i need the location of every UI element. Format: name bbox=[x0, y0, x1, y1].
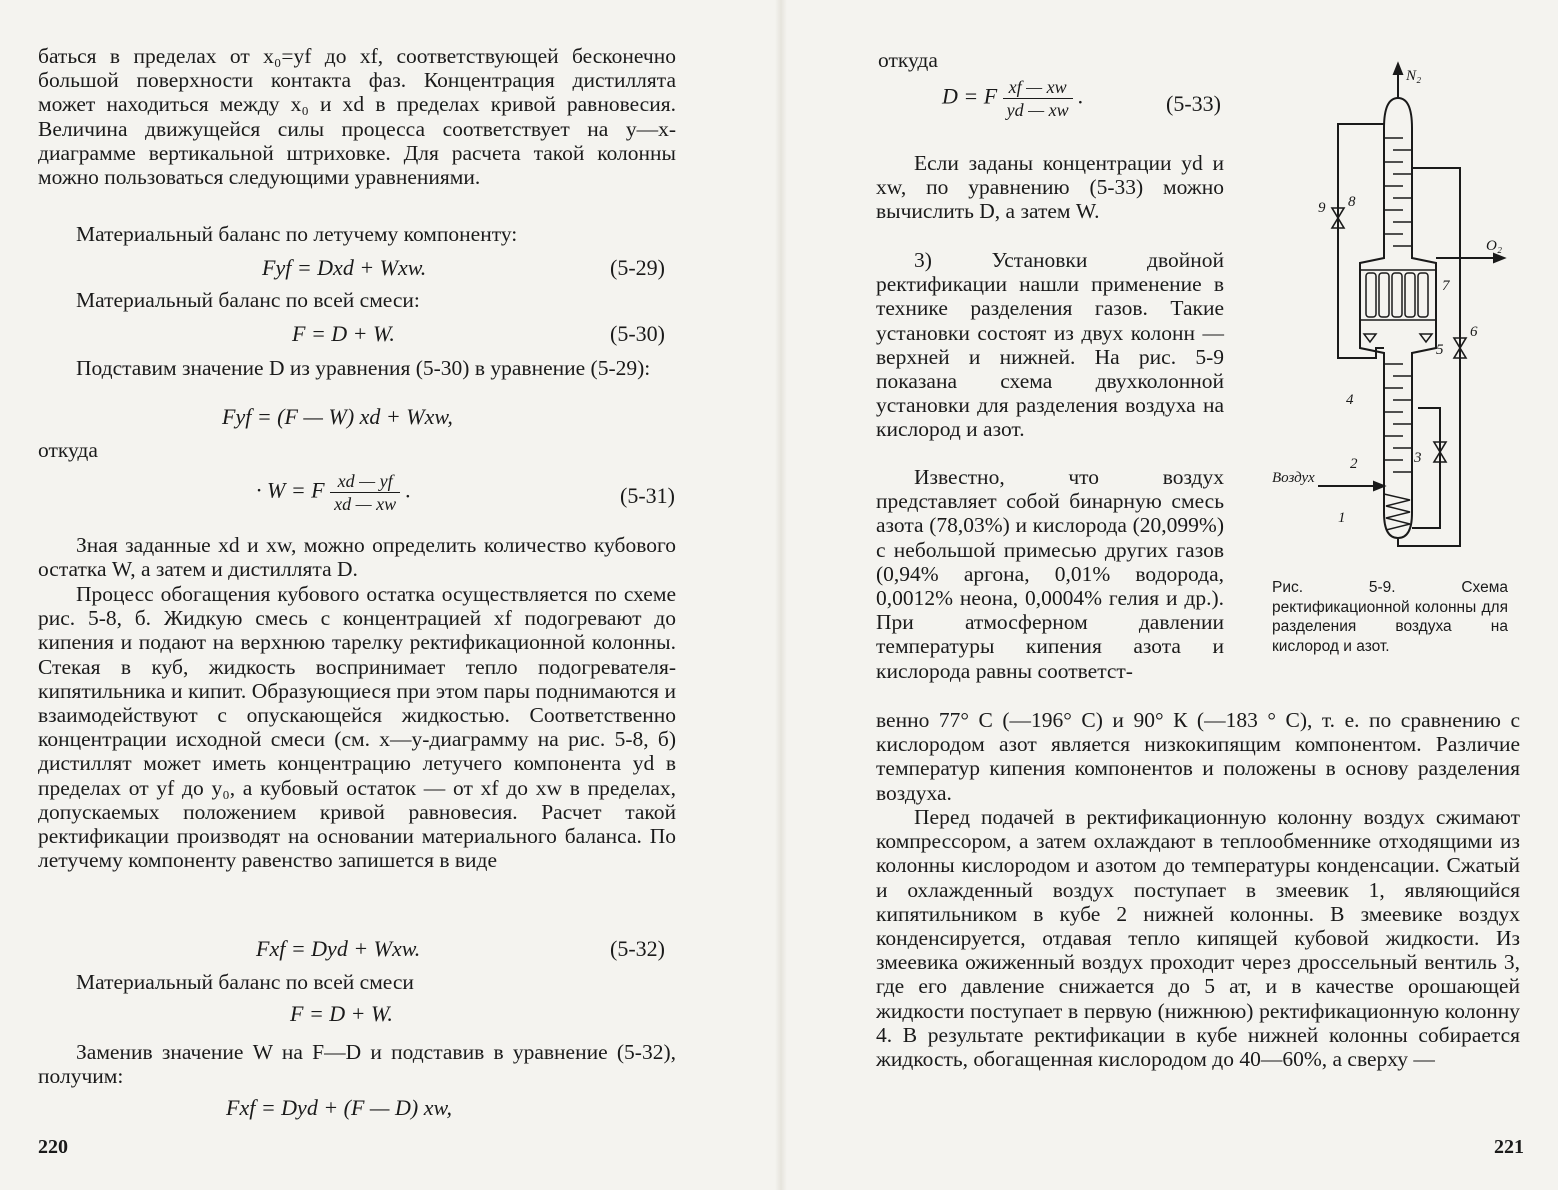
n2-arrow-icon bbox=[1394, 64, 1402, 74]
equation-5-33-numerator: xf — xw bbox=[1003, 76, 1073, 99]
label-9: 9 bbox=[1318, 200, 1326, 216]
right-paragraph-3-continued: венно 77° С (—196° С) и 90° К (—183 ° С), т. е. по сравнению с кислородом азот является низкокипящим компонентом. Различие температур кипения компонентов и положены в основу разделения воздуха. bbox=[876, 708, 1520, 805]
right-paragraph-1: Если заданы концентрации yd и xw, по уравнению (5-33) можно вычислить D, а затем W. bbox=[876, 151, 1224, 224]
equation-5-33-denominator: yd — xw bbox=[1006, 100, 1069, 120]
figure-5-9-rectification-column bbox=[1268, 58, 1518, 568]
label-1: 1 bbox=[1338, 510, 1346, 526]
label-5: 5 bbox=[1436, 342, 1444, 358]
label-7: 7 bbox=[1442, 278, 1450, 294]
equation-5-33 bbox=[942, 76, 1084, 121]
label-2: 2 bbox=[1350, 456, 1358, 472]
right-otkuda: откуда bbox=[878, 48, 938, 72]
collector-cup-left bbox=[1364, 334, 1376, 342]
left-paragraph-3: Материальный баланс по всей смеси: bbox=[76, 288, 420, 312]
equation-5-31-fraction bbox=[330, 470, 400, 515]
right-paragraph-2: 3) Установки двойной ректификации нашли применение в технике разделения газов. Такие установки состоят из двух колонн — верхней и нижней. На рис. 5-9 показана схема двухколонной установки для разделения воздуха на кислород и азот. bbox=[876, 248, 1224, 442]
right-paragraph-3: Известно, что воздух представляет собой бинарную смесь азота (78,03%) и кислорода (20,099%) с небольшой примесью других газов (0,94% аргона, 0,01% водорода, 0,0012% неона, 0,0004% гелия и др.). При атмосферном давлении температуры кипения азота и кислорода равны соответст- bbox=[876, 465, 1224, 683]
equation-5-31-numerator: xd — yf bbox=[330, 470, 400, 493]
label-4: 4 bbox=[1346, 392, 1354, 408]
o2-arrow-icon bbox=[1494, 254, 1504, 262]
equation-balance: F = D + W. bbox=[290, 1001, 393, 1026]
equation-5-31-dot: . bbox=[405, 477, 412, 503]
equation-5-32-number: (5-32) bbox=[610, 936, 665, 961]
equation-5-31-number: (5-31) bbox=[620, 483, 675, 508]
equation-substitution: Fyf = (F — W) xd + Wxw, bbox=[222, 404, 453, 429]
label-6: 6 bbox=[1470, 324, 1478, 340]
left-paragraph-8: Заменив значение W на F—D и подставив в уравнение (5-32), получим: bbox=[38, 1040, 676, 1089]
equation-5-29: Fyf = Dxd + Wxw. bbox=[262, 255, 427, 280]
left-paragraph-7: Материальный баланс по всей смеси bbox=[76, 970, 414, 994]
equation-5-32: Fxf = Dyd + Wxw. bbox=[256, 936, 421, 961]
equation-5-33-dot: . bbox=[1078, 83, 1084, 109]
label-n2: N₂ bbox=[1406, 68, 1422, 84]
left-paragraph-1: баться в пределах от x₀=yf до xf, соответствующей бесконечно большой поверхности контакта фаз. Концентрация дистиллята может находиться между x₀ и xd в пределах кривой равновесия. Величина движущейся силы процесса соответствует на y—x-диаграмме вертикальной штриховке. Для расчета такой колонны можно пользоваться следующими уравнениями. bbox=[38, 44, 676, 190]
label-air: Воздух bbox=[1272, 470, 1315, 486]
left-paragraph-6: Процесс обогащения кубового остатка осуществляется по схеме рис. 5-8, б. Жидкую смесь с концентрацией xf подогревают до кипения и подают на верхнюю тарелку ректификационной колонны. Стекая в куб, жидкость воспринимает тепло подогревателя-кипятильника и кипит. Образующиеся при этом пары поднимаются и взаимодействуют с опускающейся жидкостью. Соответственно концентрации исходной смеси (см. x—y-диаграмму на рис. 5-8, б) дистиллят может иметь концентрацию летучего компонента yd в пределах от yf до y₀, а кубовый остаток — от xf до xw в пределах, допускаемых положением кривой равновесия. Расчет такой ректификации производят на основании материального баланса. По летучему компоненту равенство запишется в виде bbox=[38, 582, 676, 873]
equation-5-30-number: (5-30) bbox=[610, 321, 665, 346]
lower-column-trays bbox=[1384, 364, 1412, 472]
label-o2: O₂ bbox=[1486, 238, 1503, 254]
left-paragraph-4: Подставим значение D из уравнения (5-30) в уравнение (5-29): bbox=[76, 356, 651, 380]
collector-cup-right bbox=[1420, 334, 1432, 342]
equation-5-29-number: (5-29) bbox=[610, 255, 665, 280]
condenser-evaporator-tubes bbox=[1360, 270, 1436, 320]
label-8: 8 bbox=[1348, 194, 1356, 210]
left-paragraph-5: Зная заданные xd и xw, можно определить количество кубового остатка W, а затем и дистиллята D. bbox=[38, 533, 676, 582]
equation-5-33-number: (5-33) bbox=[1166, 91, 1221, 116]
left-otkuda: откуда bbox=[38, 438, 98, 462]
right-page-number: 221 bbox=[1494, 1136, 1524, 1158]
equation-5-30: F = D + W. bbox=[292, 321, 395, 346]
left-page bbox=[0, 0, 760, 1190]
equation-5-33-lhs: D = F bbox=[942, 83, 998, 109]
air-arrow-icon bbox=[1374, 482, 1384, 490]
equation-5-31 bbox=[256, 470, 411, 515]
equation-5-33-fraction bbox=[1003, 76, 1073, 121]
equation-5-31-denominator: xd — xw bbox=[334, 494, 397, 514]
equation-5-31-lhs: · W = F bbox=[256, 477, 325, 503]
left-page-number: 220 bbox=[38, 1136, 68, 1158]
pipe-to-valve-3 bbox=[1412, 408, 1440, 528]
figure-5-9-caption: Рис. 5-9. Схема ректификационной колонны для разделения воздуха на кислород и азот. bbox=[1272, 579, 1508, 655]
book-gutter bbox=[775, 0, 787, 1190]
label-3: 3 bbox=[1414, 450, 1422, 466]
equation-final: Fxf = Dyd + (F — D) xw, bbox=[226, 1095, 453, 1120]
right-paragraph-4: Перед подачей в ректификационную колонну воздух сжимают компрессором, а затем охлаждают в теплообменнике отходящими из колонны кислородом и азотом до температуры конденсации. Сжатый и охлажденный воздух поступает в змеевик 1, являющийся кипятильником в кубе 2 нижней колонны. В змеевике воздух конденсируется, отдавая тепло кипящей кубовой жидкости. Из змеевика ожиженный воздух проходит через дросcельный вентиль 3, где его давление снижается до 5 ат, и в качестве орошающей жидкости поступает в первую (нижнюю) ректификационную колонну 4. В результате ректификации в кубе нижней колонны собирается жидкость, обогащенная кислородом до 40—60%, а сверху — bbox=[876, 805, 1520, 1072]
coil-heater bbox=[1384, 494, 1410, 530]
pipe-to-valve-6 bbox=[1398, 168, 1460, 546]
upper-column-trays bbox=[1384, 138, 1412, 246]
left-paragraph-2: Материальный баланс по летучему компоненту: bbox=[76, 222, 518, 246]
